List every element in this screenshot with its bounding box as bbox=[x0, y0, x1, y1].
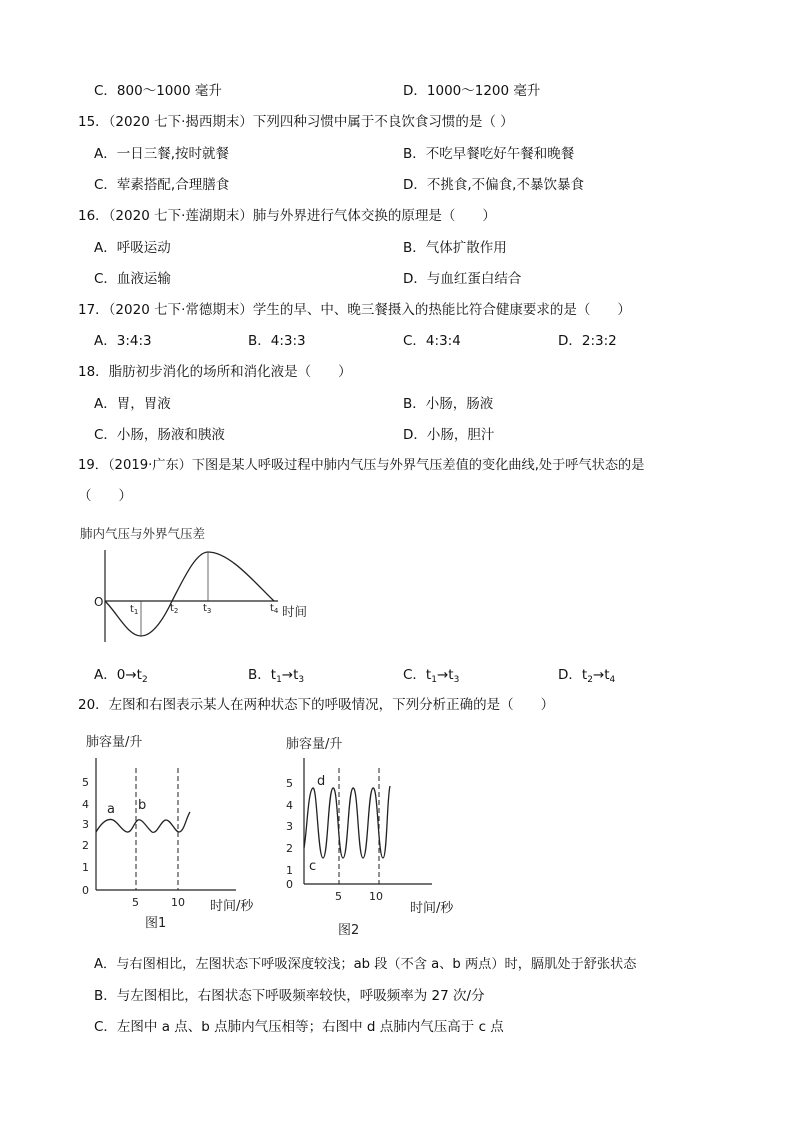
q16-option-c: C．血液运输 bbox=[94, 271, 171, 287]
fig2-ytick-4: 4 bbox=[286, 799, 293, 812]
q15-option-b: B．不吃早餐吃好午餐和晚餐 bbox=[403, 146, 575, 162]
q19-stem-bracket: （ ） bbox=[78, 488, 132, 504]
fig1-ytick-0: 0 bbox=[82, 884, 89, 897]
fig2-point-c: c bbox=[309, 859, 317, 874]
pressure-curve bbox=[105, 552, 274, 636]
q18-option-d: D．小肠，胆汁 bbox=[403, 427, 495, 443]
fig2-xtick-10: 10 bbox=[369, 890, 383, 903]
q19-chart-xlabel: 时间 bbox=[282, 604, 308, 619]
q20-option-a: A．与右图相比，左图状态下呼吸深度较浅；ab 段（不含 a、b 两点）时，膈肌处于舒张状态 bbox=[94, 957, 637, 972]
fig1-ylabel: 肺容量/升 bbox=[86, 735, 143, 750]
tick-t1: $t_1$ bbox=[130, 604, 139, 616]
q19-chart-ylabel: 肺内气压与外界气压差 bbox=[80, 526, 206, 541]
fig1-ytick-4: 4 bbox=[82, 798, 89, 811]
q17-option-a: A．3:4:3 bbox=[94, 333, 152, 349]
fig1-xlabel: 时间/秒 bbox=[210, 899, 254, 914]
q19-option-d: D．$t_2\to t_4$ bbox=[558, 667, 616, 685]
q18-option-a: A．胃，胃液 bbox=[94, 396, 171, 412]
q15-option-c: C．荤素搭配,合理膳食 bbox=[94, 177, 230, 193]
fig2-xlabel: 时间/秒 bbox=[410, 901, 454, 916]
q20-figure-2 bbox=[280, 728, 480, 943]
fig2-ylabel: 肺容量/升 bbox=[286, 737, 343, 752]
fig2-point-d: d bbox=[317, 774, 326, 789]
fig1-ytick-3: 3 bbox=[82, 818, 89, 831]
tick-t3: $t_3$ bbox=[203, 603, 212, 615]
q20-figure-1 bbox=[78, 728, 288, 938]
q19-option-b: B．$t_1\to t_3$ bbox=[248, 667, 305, 685]
fig1-ytick-5: 5 bbox=[82, 776, 89, 789]
fig1-caption: 图1 bbox=[145, 916, 167, 931]
fig2-ytick-0: 0 bbox=[286, 878, 293, 891]
tick-t2: $t_2$ bbox=[170, 603, 179, 615]
q15-option-d: D．不挑食,不偏食,不暴饮暴食 bbox=[403, 177, 584, 193]
fig2-ytick-1: 1 bbox=[286, 864, 293, 877]
fig2-caption: 图2 bbox=[338, 923, 360, 938]
fig1-ytick-2: 2 bbox=[82, 839, 89, 852]
q17-option-c: C．4:3:4 bbox=[403, 333, 461, 349]
fig2-volume-curve bbox=[304, 786, 390, 858]
fig1-xtick-10: 10 bbox=[171, 896, 185, 909]
fig2-xtick-5: 5 bbox=[335, 890, 342, 903]
q15-stem: 15．（2020 七下·揭西期末）下列四种习惯中属于不良饮食习惯的是（ ） bbox=[78, 114, 514, 130]
q19-stem: 19．（2019·广东）下图是某人呼吸过程中肺内气压与外界气压差值的变化曲线,处于呼气状态的是 bbox=[78, 458, 645, 473]
q16-option-a: A．呼吸运动 bbox=[94, 240, 171, 256]
fig2-ytick-5: 5 bbox=[286, 777, 293, 790]
origin-label: O bbox=[94, 595, 104, 609]
fig1-xtick-5: 5 bbox=[132, 896, 139, 909]
q20-option-c: C．左图中 a 点、b 点肺内气压相等；右图中 d 点肺内气压高于 c 点 bbox=[94, 1019, 504, 1035]
q19-option-a: A．$0\to t_2$ bbox=[94, 667, 148, 685]
q16-option-b: B．气体扩散作用 bbox=[403, 240, 507, 256]
q17-stem: 17．（2020 七下·常德期末）学生的早、中、晚三餐摄入的热能比符合健康要求的是（ ） bbox=[78, 302, 631, 318]
q18-stem: 18．脂肪初步消化的场所和消化液是（ ） bbox=[78, 364, 352, 380]
q20-option-b: B．与左图相比，右图状态下呼吸频率较快，呼吸频率为 27 次/分 bbox=[94, 988, 485, 1004]
fig2-ytick-2: 2 bbox=[286, 842, 293, 855]
q14-option-c: C．800～1000 毫升 bbox=[94, 83, 222, 99]
q17-option-d: D．2:3:2 bbox=[558, 333, 617, 349]
q14-option-d: D．1000～1200 毫升 bbox=[403, 83, 541, 99]
fig1-ytick-1: 1 bbox=[82, 861, 89, 874]
fig2-ytick-3: 3 bbox=[286, 820, 293, 833]
q17-option-b: B．4:3:3 bbox=[248, 333, 306, 349]
tick-t4: $t_4$ bbox=[270, 603, 279, 615]
q16-option-d: D．与血红蛋白结合 bbox=[403, 271, 522, 287]
q19-option-c: C．$t_1\to t_3$ bbox=[403, 667, 460, 685]
q20-stem: 20．左图和右图表示某人在两种状态下的呼吸情况，下列分析正确的是（ ） bbox=[78, 697, 555, 713]
q19-pressure-chart bbox=[78, 522, 338, 647]
q16-stem: 16．（2020 七下·莲湖期末）肺与外界进行气体交换的原理是（ ） bbox=[78, 208, 496, 224]
q15-option-a: A．一日三餐,按时就餐 bbox=[94, 146, 230, 162]
fig1-point-a: a bbox=[107, 802, 115, 817]
q18-option-c: C．小肠，肠液和胰液 bbox=[94, 427, 225, 443]
q18-option-b: B．小肠，肠液 bbox=[403, 396, 494, 412]
fig1-point-b: b bbox=[138, 798, 147, 813]
